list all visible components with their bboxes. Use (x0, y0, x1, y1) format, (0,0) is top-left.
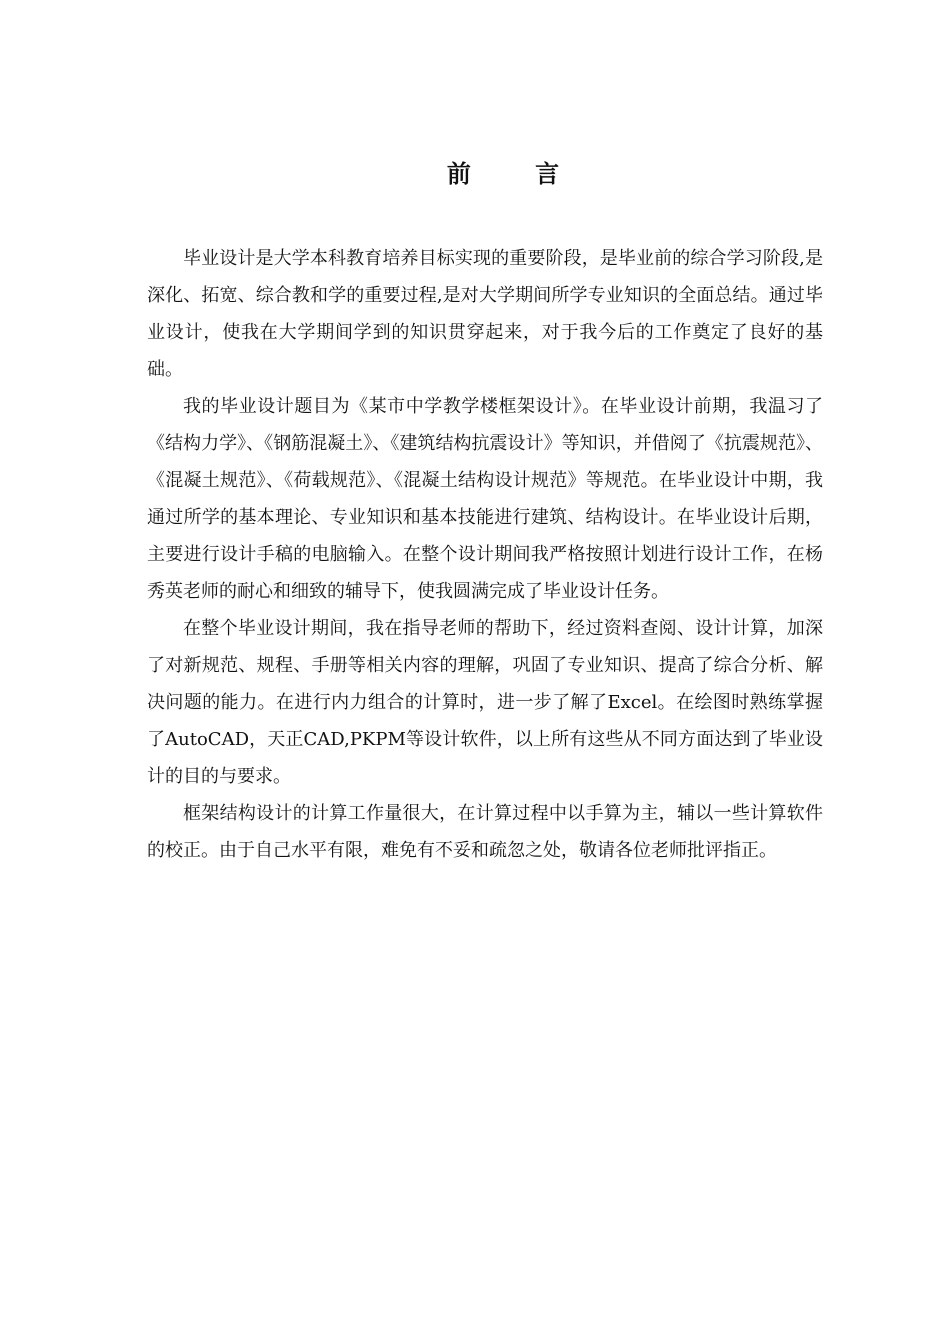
paragraph-4: 框架结构设计的计算工作量很大，在计算过程中以手算为主，辅以一些计算软件的校正。由于自己水平有限，难免有不妥和疏忽之处，敬请各位老师批评指正。 (147, 803, 823, 861)
body-text (147, 240, 823, 869)
paragraph-1: 毕业设计是大学本科教育培养目标实现的重要阶段，是毕业前的综合学习阶段,是深化、拓宽、综合教和学的重要过程,是对大学期间所学专业知识的全面总结。通过毕业设计，使我在大学期间学到的知识贯穿起来，对于我今后的工作奠定了良好的基础。 (147, 248, 823, 380)
page-title: 前 言 (446, 160, 588, 188)
paragraph-2: 我的毕业设计题目为《某市中学教学楼框架设计》。在毕业设计前期，我温习了《结构力学》、《钢筋混凝土》、《建筑结构抗震设计》等知识，并借阅了《抗震规范》、《混凝土规范》、《荷载规范》、《混凝土结构设计规范》等规范。在毕业设计中期，我通过所学的基本理论、专业知识和基本技能进行建筑、结构设计。在毕业设计后期，主要进行设计手稿的电脑输入。在整个设计期间我严格按照计划进行设计工作，在杨秀英老师的耐心和细致的辅导下，使我圆满完成了毕业设计任务。 (147, 396, 823, 602)
paragraph-3: 在整个毕业设计期间，我在指导老师的帮助下，经过资料查阅、设计计算，加深了对新规范、规程、手册等相关内容的理解，巩固了专业知识、提高了综合分析、解决问题的能力。在进行内力组合的计算时，进一步了解了Excel。在绘图时熟练掌握了AutoCAD，天正CAD,PKPM等设计软件，以上所有这些从不同方面达到了毕业设计的目的与要求。 (147, 618, 823, 787)
